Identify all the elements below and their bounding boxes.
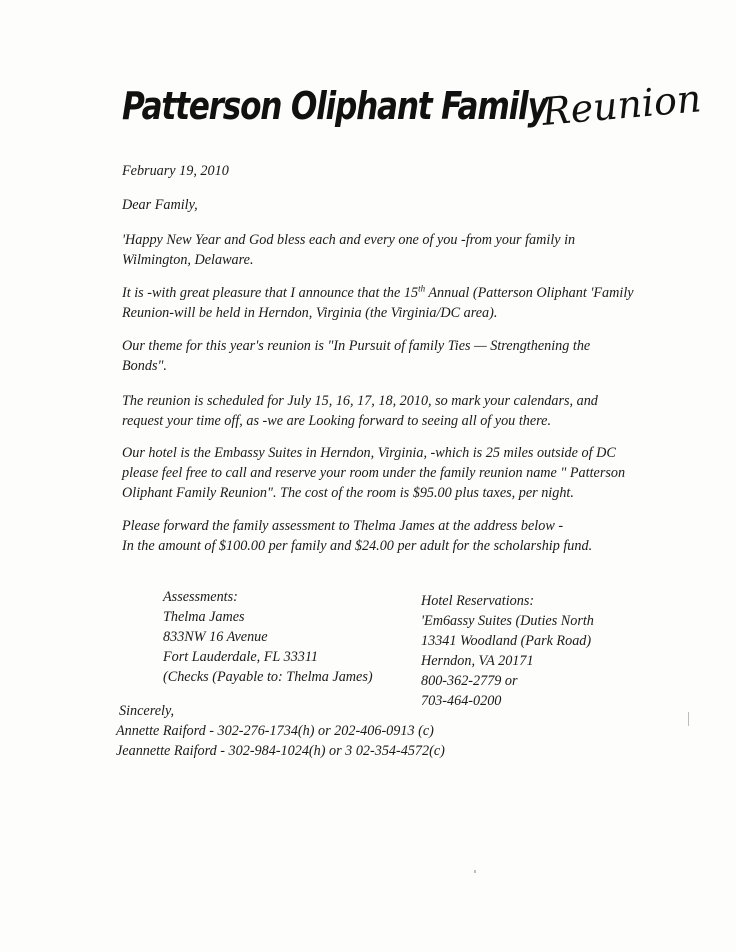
letter-date: February 19, 2010 (122, 163, 229, 179)
paragraph-assessment (122, 516, 592, 556)
announcement-text-end: Annual (Patterson Oliphant 'Family (425, 285, 634, 301)
letter-title (122, 76, 703, 134)
paragraph-theme (122, 336, 590, 376)
paragraph-line (122, 283, 634, 303)
hotel-line: 800-362-2779 or (421, 673, 518, 689)
scan-speck (474, 870, 476, 873)
paragraph-line: please feel free to call and reserve your room under the family reunion name " Patterson (122, 465, 626, 481)
address-line: (Checks (Payable to: Thelma James) (163, 669, 373, 685)
hotel-reservations-block (421, 591, 594, 711)
paragraph-line: 'Happy New Year and God bless each and every one of you -from your family in (122, 232, 576, 248)
address-line: Assessments: (163, 589, 238, 605)
hotel-line: Hotel Reservations: (421, 593, 535, 609)
paragraph-line: The reunion is scheduled for July 15, 16, 17, 18, 2010, so mark your calendars, and (122, 393, 598, 409)
paragraph-line: Reunion-will be held in Herndon, Virginia (the Virginia/DC area). (122, 305, 498, 321)
paragraph-line: request your time off, as -we are Looking forward to seeing all of you there. (122, 413, 551, 429)
signature-block (116, 721, 445, 761)
paragraph-line: Oliphant Family Reunion". The cost of the room is $95.00 plus taxes, per night. (122, 485, 574, 501)
address-line: Thelma James (163, 609, 245, 625)
paragraph-line: Our hotel is the Embassy Suites in Herndon, Virginia, -which is 25 miles outside of DC (122, 445, 616, 461)
signature-line: Annette Raiford - 302-276-1734(h) or 202-406-0913 (c) (116, 723, 434, 739)
signature-line: Jeannette Raiford - 302-984-1024(h) or 3 02-354-4572(c) (116, 743, 445, 759)
hotel-line: Herndon, VA 20171 (421, 653, 534, 669)
address-line: 833NW 16 Avenue (163, 629, 268, 645)
hotel-line: 703-464-0200 (421, 693, 502, 709)
paragraph-schedule (122, 391, 598, 431)
ordinal-suffix: th (418, 283, 426, 294)
title-main-text: Patterson Oliphant Family (122, 84, 547, 128)
assessments-address-block (163, 587, 373, 687)
paragraph-line: Bonds". (122, 358, 167, 374)
paragraph-line: Our theme for this year's reunion is "In Pursuit of family Ties — Strengthening the (122, 338, 591, 354)
paragraph-line: Please forward the family assessment to Thelma James at the address below - (122, 518, 564, 534)
address-line: Fort Lauderdale, FL 33311 (163, 649, 319, 665)
scan-mark (688, 712, 689, 726)
closing: Sincerely, (119, 703, 175, 719)
salutation: Dear Family, (122, 197, 198, 213)
paragraph-line: In the amount of $100.00 per family and $24.00 per adult for the scholarship fund. (122, 538, 593, 554)
paragraph-line: Wilmington, Delaware. (122, 252, 254, 268)
hotel-line: 13341 Woodland (Park Road) (421, 633, 592, 649)
hotel-line: 'Em6assy Suites (Duties North (421, 613, 594, 629)
announcement-text-start: It is -with great pleasure that I announce that the 15 (122, 285, 419, 301)
paragraph-hotel (122, 443, 625, 503)
paragraph-announcement (122, 283, 634, 323)
title-script-text: Reunion (540, 76, 703, 134)
paragraph-greeting (122, 230, 575, 270)
